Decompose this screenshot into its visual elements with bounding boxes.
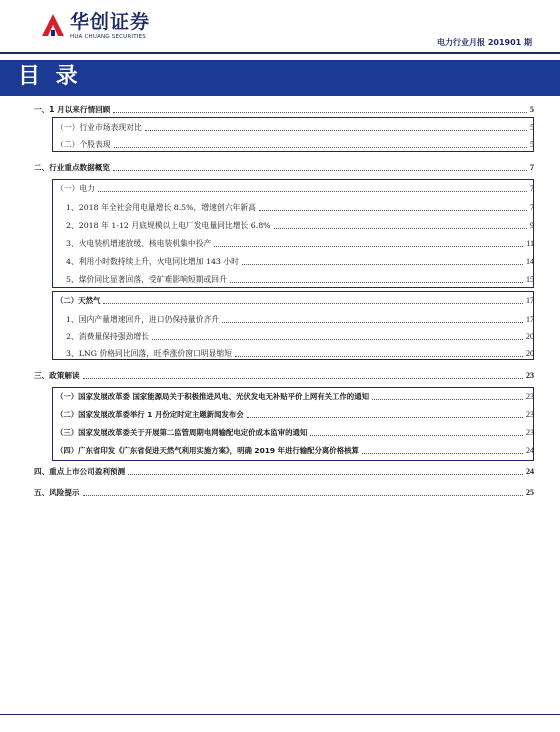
- toc-leader: [230, 281, 523, 283]
- toc-entry-label: 二、行业重点数据概览: [34, 163, 110, 172]
- toc-entry-page: 7: [530, 203, 534, 212]
- toc-entry[interactable]: [34, 462, 534, 479]
- toc-entry[interactable]: [34, 158, 534, 175]
- toc-entry[interactable]: [56, 291, 534, 308]
- toc-entry-page: 23: [526, 371, 534, 380]
- toc-leader: [242, 263, 523, 265]
- toc-entry-page: 20: [526, 349, 534, 358]
- toc-entry-page: 14: [526, 257, 534, 266]
- toc-leader: [214, 245, 523, 247]
- toc-entry[interactable]: [56, 423, 534, 440]
- toc-entry-label: 1、2018 年全社会用电量增长 8.5%，增速创六年新高: [66, 203, 256, 212]
- toc-entry-label: 四、重点上市公司盈利预测: [34, 467, 126, 476]
- toc-entry-label: （一）国家发展改革委 国家能源局关于积极推进风电、光伏发电无补贴平价上网有关工作的通知: [56, 392, 369, 401]
- toc-entry[interactable]: [34, 100, 534, 117]
- toc-entry-label: （二）国家发展改革委举行 1 月份定时定主题新闻发布会: [56, 410, 244, 419]
- toc-entry[interactable]: [66, 216, 534, 233]
- toc-leader: [310, 434, 523, 436]
- toc-leader: [152, 338, 523, 340]
- brand-name-english: HUA CHUANG SECURITIES: [70, 34, 146, 40]
- toc-entry-page: 5: [530, 123, 534, 132]
- toc-entry-label: 5、煤价同比显著回落，受矿难影响短期或回升: [66, 275, 227, 284]
- toc-leader: [259, 209, 527, 211]
- toc-entry[interactable]: [66, 327, 534, 344]
- toc-leader: [114, 146, 527, 148]
- toc-entry[interactable]: [34, 366, 534, 383]
- toc-entry-label: （三）国家发展改革委关于开展第二监管周期电网输配电定价成本监审的通知: [56, 428, 308, 437]
- toc-leader: [103, 302, 523, 304]
- toc-entry[interactable]: [34, 483, 534, 500]
- toc-entry[interactable]: [66, 234, 534, 251]
- title-bar: [0, 60, 560, 96]
- toc-entry-page: 20: [526, 332, 534, 341]
- toc-entry-page: 24: [526, 446, 534, 455]
- toc-entry[interactable]: [66, 198, 534, 215]
- toc-entry-page: 23: [526, 392, 534, 401]
- page-header: [0, 0, 560, 60]
- footer-divider: [0, 714, 560, 715]
- page-title: 目 录: [18, 64, 82, 89]
- toc-entry-page: 23: [526, 428, 534, 437]
- toc-entry[interactable]: [56, 118, 534, 135]
- toc-entry[interactable]: [66, 344, 534, 361]
- toc-entry-page: 5: [530, 140, 534, 149]
- toc-entry-page: 15: [526, 275, 534, 284]
- toc-leader: [83, 377, 523, 379]
- toc-leader: [274, 227, 527, 229]
- toc-entry[interactable]: [66, 270, 534, 287]
- toc-entry[interactable]: [66, 310, 534, 327]
- header-divider: [0, 52, 560, 54]
- toc-leader: [372, 398, 523, 400]
- toc-entry-label: 三、政策解读: [34, 371, 80, 380]
- toc-entry-label: （四）广东省印发《广东省促进天然气利用实施方案》，明确 2019 年进行输配分离价格核算: [56, 446, 359, 455]
- toc-entry-page: 25: [526, 488, 534, 497]
- report-tag: 电力行业月报 201901 期: [437, 38, 532, 47]
- toc-leader: [362, 452, 523, 454]
- toc-leader: [113, 169, 527, 171]
- toc-entry-label: （一）行业市场表现对比: [56, 123, 142, 132]
- toc-leader: [235, 355, 523, 357]
- toc-entry[interactable]: [56, 405, 534, 422]
- toc-leader: [98, 190, 527, 192]
- toc-entry-label: 五、风险提示: [34, 488, 80, 497]
- toc-entry-label: 2、2018 年 1-12 月底规模以上电厂发电量同比增长 6.8%: [66, 221, 271, 230]
- toc-entry-label: （二）个股表现: [56, 140, 111, 149]
- toc-entry-page: 11: [526, 239, 534, 248]
- toc-entry-label: 2、消费量保持强劲增长: [66, 332, 149, 341]
- toc-leader: [83, 494, 523, 496]
- toc-entry[interactable]: [56, 387, 534, 404]
- toc-leader: [113, 111, 527, 113]
- toc-entry-page: 7: [530, 184, 534, 193]
- toc-entry-page: 23: [526, 410, 534, 419]
- toc-entry[interactable]: [56, 135, 534, 152]
- brand-name: 华创证券: [70, 11, 151, 33]
- toc-entry[interactable]: [56, 441, 534, 458]
- toc-entry-page: 7: [530, 163, 534, 172]
- toc-leader: [145, 129, 527, 131]
- toc-entry[interactable]: [66, 252, 534, 269]
- toc-leader: [222, 321, 523, 323]
- toc-entry-label: 4、利用小时数持续上升，火电同比增加 143 小时: [66, 257, 239, 266]
- toc-entry-label: （二）天然气: [56, 296, 101, 305]
- toc-entry-page: 9: [530, 221, 534, 230]
- toc-leader: [247, 416, 523, 418]
- toc-leader: [128, 473, 523, 475]
- toc-entry-page: 5: [530, 105, 534, 114]
- toc-entry-page: 17: [526, 296, 534, 305]
- toc-entry-page: 17: [526, 315, 534, 324]
- toc-entry-label: 1、国内产量增速回升，进口仍保持量价齐升: [66, 315, 220, 324]
- toc-entry-label: 3、LNG 价格同比回落，旺季涨价窗口明显缩短: [66, 349, 233, 358]
- toc-entry-label: 3、火电装机增速放缓、核电装机集中投产: [66, 239, 212, 248]
- toc-entry[interactable]: [56, 179, 534, 196]
- toc-entry-label: 一、1 月以来行情回顾: [34, 105, 111, 114]
- toc-entry-page: 24: [526, 467, 534, 476]
- toc-entry-label: （一）电力: [56, 184, 95, 193]
- huachuang-logo-icon: [40, 12, 66, 38]
